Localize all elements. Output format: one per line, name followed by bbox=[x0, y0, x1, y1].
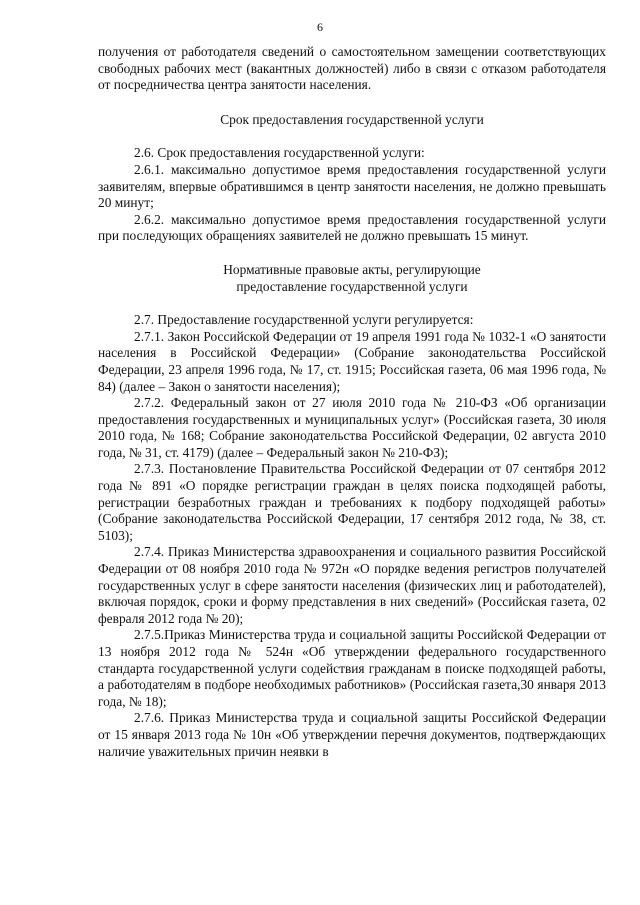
paragraph-2-7-6: 2.7.6. Приказ Министерства труда и социальной защиты Российской Федерации от 15 января 2013 года № 10н «Об утверждении перечня документов, подтверждающих наличие уважительных причин неявки в bbox=[98, 710, 606, 759]
paragraph-intro: получения от работодателя сведений о самостоятельном замещении соответствующих свободных рабочих мест (вакантных должностей) либо в связи с отказом работодателя от посредничества центра занятости населения. bbox=[98, 44, 606, 93]
paragraph-2-6: 2.6. Срок предоставления государственной услуги: bbox=[134, 145, 425, 161]
paragraph-2-7-1: 2.7.1. Закон Российской Федерации от 19 апреля 1991 года № 1032-1 «О занятости населения в Российской Федерации» (Собрание законодательства Российской Федерации, 23 апреля 1996 года, № 17, ст. 1915; Российская газета, 06 мая 1996 года, № 84) (далее – Закон о занятости населения); bbox=[98, 328, 606, 394]
section-heading-acts-line2: предоставление государственной услуги bbox=[236, 278, 468, 294]
paragraph-2-7-2: 2.7.2. Федеральный закон от 27 июля 2010 года № 210-ФЗ «Об организации предоставления государственных и муниципальных услуг» (Российская газета, 30 июля 2010 года, № 168; Собрание законодательства Российской Федерации, 02 августа 2010 года, № 31, ст. 4179) (далее – Федеральный закон № 210-ФЗ); bbox=[98, 395, 606, 460]
section-heading-acts-line1: Нормативные правовые акты, регулирующие bbox=[223, 261, 481, 277]
paragraph-2-6-2: 2.6.2. максимально допустимое время предоставления государственной услуги при последующих обращениях заявителей не должно превышать 15 минут. bbox=[98, 211, 606, 244]
page-number: 6 bbox=[317, 20, 323, 34]
paragraph-2-6-1: 2.6.1. максимально допустимое время предоставления государственной услуги заявителям, впервые обратившимся в центр занятости населения, не должно превышать 20 минут; bbox=[98, 161, 606, 211]
section-heading-term: Срок предоставления государственной услуги bbox=[220, 111, 484, 127]
paragraph-2-7-5: 2.7.5.Приказ Министерства труда и социальной защиты Российской Федерации от 13 ноября 2012 года № 524н «Об утверждении федерального государственного стандарта государственной услуги содействия гражданам в поиске подходящей работы, а работодателям в подборе необходимых работников» (Российская газета,30 января 2013 года, № 18); bbox=[98, 627, 606, 709]
paragraph-2-7: 2.7. Предоставление государственной услуги регулируется: bbox=[134, 312, 474, 328]
paragraph-2-7-3: 2.7.3. Постановление Правительства Российской Федерации от 07 сентября 2012 года № 891 «О порядке регистрации граждан в целях поиска подходящей работы, регистрации безработных граждан и требованиях к подбору подходящей работы» (Собрание законодательства Российской Федерации, 17 сентября 2012 года, № 38, ст. 5103); bbox=[98, 461, 606, 543]
paragraph-2-7-4: 2.7.4. Приказ Министерства здравоохранения и социального развития Российской Федерации от 08 ноября 2010 года № 972н «О порядке ведения регистров получателей государственных услуг в сфере занятости населения (физических лиц и работодателей), включая порядок, сроки и форму представления в них сведений» (Российская газета, 02 февраля 2012 года № 20); bbox=[98, 544, 606, 626]
document-body bbox=[98, 44, 606, 760]
